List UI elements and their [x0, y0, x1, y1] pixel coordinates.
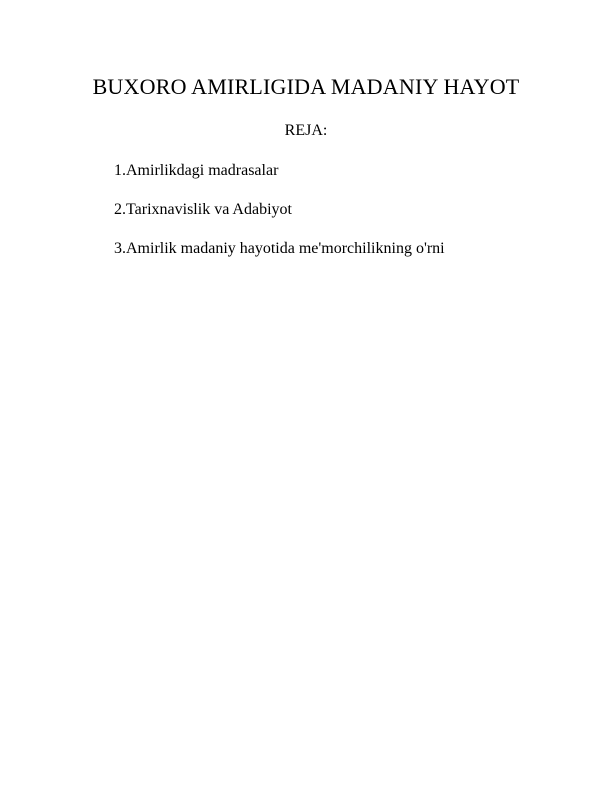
document-title: BUXORO AMIRLIGIDA MADANIY HAYOT — [92, 74, 520, 99]
plan-heading: REJA: — [284, 122, 328, 139]
plan-item: 2.Tarixnavislik va Adabiyot — [114, 201, 292, 218]
plan-item: 3.Amirlik madaniy hayotida me'morchilikning o'rni — [114, 240, 445, 257]
plan-list — [114, 161, 445, 278]
plan-item: 1.Amirlikdagi madrasalar — [114, 162, 279, 179]
